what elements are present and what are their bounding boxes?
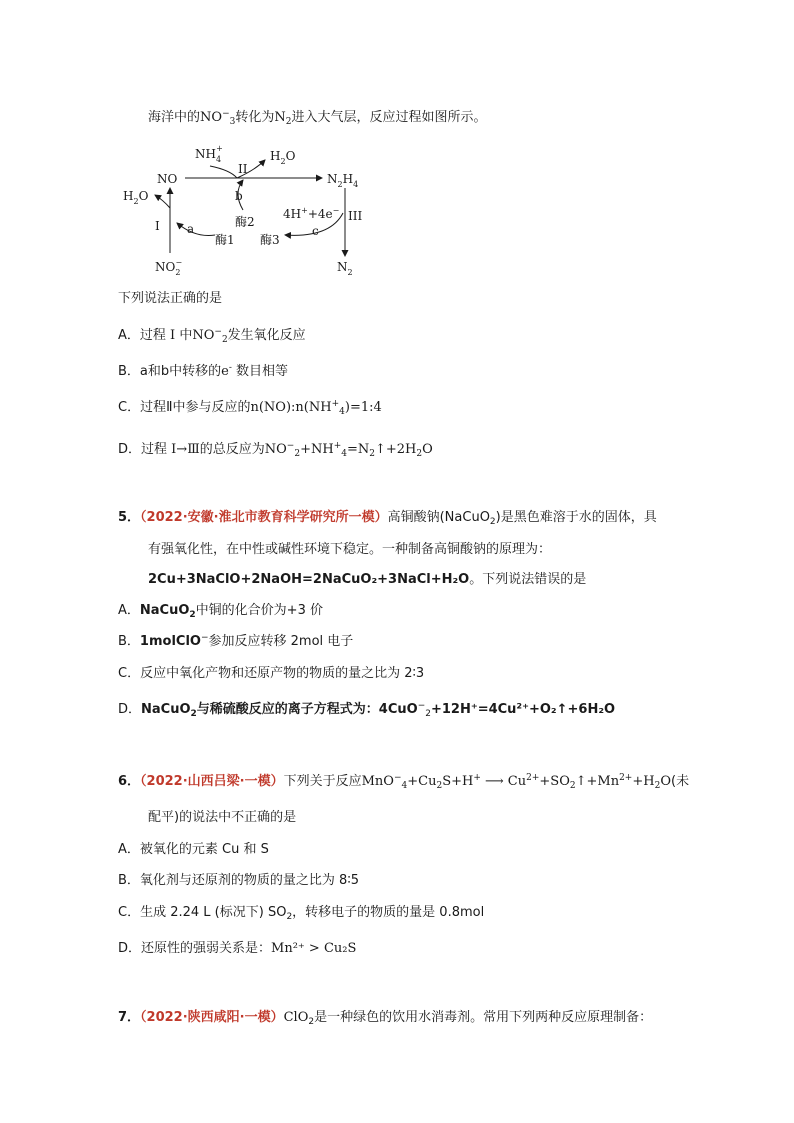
option-label: C．: [118, 905, 141, 920]
label-h2o-left: $H_2O$: [123, 189, 149, 206]
option-label: A．: [118, 842, 140, 857]
q6-option-a[interactable]: [118, 840, 269, 860]
question-text: (未: [671, 774, 690, 789]
label-a: a: [187, 222, 195, 236]
q4-option-a[interactable]: [118, 326, 306, 346]
q4-option-c[interactable]: [118, 398, 382, 418]
option-text: 数目相等: [236, 364, 289, 379]
question-text: ClO: [283, 1010, 309, 1025]
formula-ratio: $n(NO):n(NH^+_4)$: [250, 398, 350, 417]
question-text: 下列关于反应: [283, 774, 362, 789]
q6-option-b[interactable]: [118, 871, 359, 891]
option-text: 还原性的强弱关系是：: [141, 941, 272, 956]
label-process-III: III: [348, 209, 363, 223]
option-label: B．: [118, 634, 140, 649]
label-enzyme2: 酶2: [235, 215, 255, 229]
option-text: =1:4: [349, 400, 382, 415]
option-label: A．: [118, 328, 140, 343]
option-label: C．: [118, 400, 141, 415]
option-label: A．: [118, 603, 140, 618]
q5-option-d[interactable]: D．NaCuO$_2$与稀硫酸反应的离子方程式为：4CuO−$_2$+12H⁺=4Cu²⁺+O₂↑+6H₂O: [118, 700, 616, 719]
q6-option-d[interactable]: [118, 939, 356, 959]
option-label: B．: [118, 873, 140, 888]
q4-intro-text: 海洋中的: [148, 110, 201, 125]
q6-stem: [118, 772, 689, 792]
q6-option-c[interactable]: C．生成 2.24 L (标况下) $SO_2$，转移电子的物质的量是 0.8mol: [118, 905, 485, 922]
label-n2: $N_2$: [337, 260, 353, 277]
reaction-diagram: [115, 138, 405, 278]
option-text: 生成 2.24 L (标况下) SO: [140, 905, 287, 920]
q4-intro-text: 进入大气层，反应过程如图所示。: [291, 110, 487, 125]
option-text: a和b中转移的: [139, 364, 222, 379]
option-label: D．: [118, 702, 142, 717]
option-text: 1molClO: [139, 634, 201, 649]
label-no2: $NO_2-$: [155, 258, 183, 277]
question-source: （2022·山西吕梁·一模）: [140, 774, 284, 789]
option-label: D．: [118, 941, 142, 956]
q5-option-b[interactable]: B．1molClO−参加反应转移 2mol 电子: [118, 633, 354, 649]
question-number: 5．: [118, 510, 141, 525]
formula-no2: $NO^-_2$: [192, 326, 228, 345]
option-text: 发生氧化反应: [227, 328, 306, 343]
option-text: 中铜的化合价为+3 价: [195, 603, 323, 618]
q6-line2: 配平)的说法中不正确的是: [148, 810, 297, 825]
option-text: 中: [179, 328, 193, 343]
question-number: 6．: [118, 774, 141, 789]
label-h2o-top: $H_2O$: [270, 149, 296, 166]
option-text: 反应中氧化产物和还原产物的物质的量之比为 2∶3: [140, 666, 425, 681]
q4-option-d[interactable]: [118, 440, 433, 460]
label-n2h4: $N_2H_4$: [327, 172, 359, 189]
label-process-I: I: [155, 219, 160, 233]
q5-line2: 有强氧化性，在中性或碱性环境下稳定。一种制备高铜酸钠的原理为：: [148, 542, 552, 557]
label-enzyme1: 酶1: [215, 233, 235, 247]
formula-no3: $NO^-_3$: [200, 108, 236, 127]
question-text: )是黑色难溶于水的固体，具: [495, 510, 657, 525]
arrow-a: [177, 223, 215, 236]
label-process-II: II: [238, 162, 248, 176]
q7-stem: 7．（2022·陕西咸阳·一模）ClO$_2$是一种绿色的饮用水消毒剂。常用下列两种反应原理制备：: [118, 1010, 653, 1027]
option-text: ，转移电子的物质的量是 0.8mol: [292, 905, 485, 920]
option-label: D．: [118, 442, 142, 457]
formula-total: $NO^-_2+NH^+_4=N_2↑+2H_2O$: [264, 440, 433, 459]
question-text: 。下列说法错误的是: [469, 572, 587, 587]
q4-intro: [148, 108, 486, 128]
label-enzyme3: 酶3: [260, 233, 280, 247]
q4-intro-text: 转化为: [235, 110, 275, 125]
option-text: 过程Ⅱ中参与反应的: [140, 400, 251, 415]
q5-option-a[interactable]: A．NaCuO$_2$中铜的化合价为+3 价: [118, 603, 323, 620]
option-text: NaCuO: [141, 702, 191, 717]
formula-q6-reaction: $MnO^-_4+Cu_2S+H^+$ ⟶ $Cu^{2+}+SO_2↑+Mn^{2+}+H_2O$: [361, 772, 671, 791]
q4-prompt: 下列说法正确的是: [118, 291, 223, 306]
option-text: 参加反应转移 2mol 电子: [208, 634, 354, 649]
option-label: C．: [118, 666, 141, 681]
option-text: 过程: [139, 328, 166, 343]
label-b: b: [235, 189, 243, 203]
option-text: NaCuO: [139, 603, 190, 618]
q4-option-b[interactable]: [118, 362, 288, 382]
option-text: 的总反应为: [199, 442, 265, 457]
option-text: 与稀硫酸反应的离子方程式为：4CuO: [196, 702, 418, 717]
option-text: 氧化剂与还原剂的物质的量之比为 8∶5: [139, 873, 359, 888]
option-label: B．: [118, 364, 140, 379]
question-number: 7．: [118, 1010, 141, 1025]
label-c: c: [312, 224, 319, 238]
question-text: 是一种绿色的饮用水消毒剂。常用下列两种反应原理制备：: [314, 1010, 653, 1025]
option-text: +12H⁺=4Cu²⁺+O₂↑+6H₂O: [430, 702, 616, 717]
question-source: （2022·安徽·淮北市教育科学研究所一模）: [140, 510, 388, 525]
formula-electron: e-: [221, 363, 232, 379]
q5-stem: 5．（2022·安徽·淮北市教育科学研究所一模）高铜酸钠(NaCuO$_2$)是黑色难溶于水的固体，具: [118, 510, 657, 527]
label-protons: 4H++4e−: [283, 206, 340, 221]
q5-option-c[interactable]: [118, 664, 424, 684]
q5-equation: 2Cu+3NaClO+2NaOH=2NaCuO₂+3NaCl+H₂O: [148, 572, 470, 587]
formula-n2: $N_2$: [274, 110, 292, 127]
option-text: 过程: [141, 442, 168, 457]
arrow-nh4-in: [210, 166, 237, 178]
question-source: （2022·陕西咸阳·一模）: [140, 1010, 284, 1025]
option-formula: Mn²⁺ > Cu₂S: [271, 941, 357, 956]
label-no: NO: [157, 172, 178, 186]
q5-equation-line: [148, 570, 586, 590]
roman-range: Ⅰ→Ⅲ: [167, 442, 200, 457]
arrow-to-h2o-left: [155, 195, 170, 208]
label-nh4: $NH_4+$: [195, 144, 223, 164]
roman-I: Ⅰ: [165, 328, 180, 343]
option-text: 被氧化的元素 Cu 和 S: [139, 842, 269, 857]
question-text: 高铜酸钠(NaCuO: [387, 510, 490, 525]
